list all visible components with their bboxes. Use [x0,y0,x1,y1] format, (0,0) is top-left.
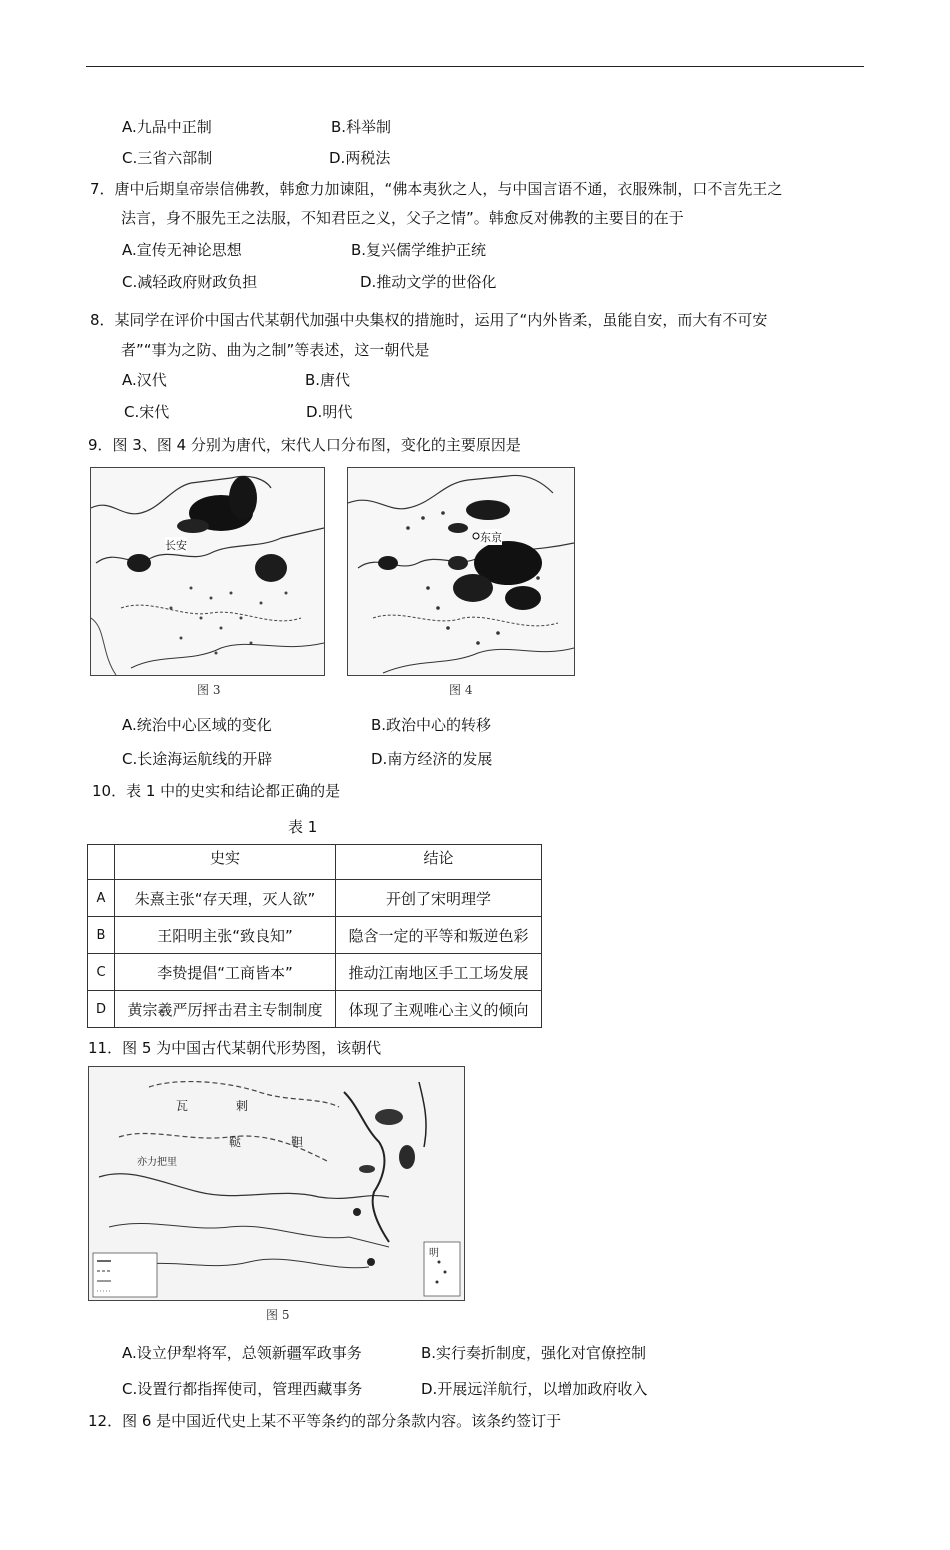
q10-stem: 10．表 1 中的史实和结论都正确的是 [92,782,341,800]
table1-title: 表 1 [288,818,318,836]
map4-city-label: 东京 [480,531,502,544]
table-cell: 王阳明主张“致良知” [115,917,336,954]
q11-option-d[interactable]: D.开展远洋航行，以增加政府收入 [421,1380,648,1398]
q6-option-b[interactable]: B.科举制 [331,118,392,136]
q9-option-c[interactable]: C.长途海运航线的开辟 [122,750,273,768]
map5-label-la: 剌 [236,1099,249,1113]
table-cell: 体现了主观唯心主义的倾向 [336,991,542,1028]
q8-option-b[interactable]: B.唐代 [305,371,351,389]
table-cell: 黄宗羲严厉抨击君主专制制度 [115,991,336,1028]
q6-option-c[interactable]: C.三省六部制 [122,149,213,167]
table-row [88,917,542,954]
map5-label-wa: 瓦 [176,1099,189,1113]
table-cell: 朱熹主张“存天理，灭人欲” [115,880,336,917]
map5-label-yilibali: 亦力把里 [137,1157,177,1168]
map3-city-label: 长安 [165,539,187,552]
q7-stem-line1: 7．唐中后期皇帝崇信佛教，韩愈力加谏阻，“佛本夷狄之人，与中国言语不通，衣服殊制，口不言先王之 [90,180,783,198]
q7-option-a[interactable]: A.宣传无神论思想 [122,241,242,259]
table-cell: 李贽提倡“工商皆本” [115,954,336,991]
table-cell: 推动江南地区手工工场发展 [336,954,542,991]
table-row [88,880,542,917]
map5-label-da: 鞑 [229,1135,242,1149]
q11-option-b[interactable]: B.实行奏折制度，强化对官僚控制 [421,1344,647,1362]
header-rule [86,66,864,67]
table-cell: A [88,880,115,917]
table-cell: 开创了宋明理学 [336,880,542,917]
table-header-cell: 结论 [336,845,542,880]
q6-option-a[interactable]: A.九品中正制 [122,118,212,136]
table-cell: 隐含一定的平等和叛逆色彩 [336,917,542,954]
q7-option-d[interactable]: D.推动文学的世俗化 [360,273,497,291]
q11-stem: 11．图 5 为中国古代某朝代形势图，该朝代 [88,1039,382,1057]
table-cell: B [88,917,115,954]
map5-label-dan: 靼 [291,1135,304,1149]
tang-population-map [90,467,325,676]
q8-option-c[interactable]: C.宋代 [124,403,170,421]
q8-stem-line1: 8．某同学在评价中国古代某朝代加强中央集权的措施时，运用了“内外皆柔，虽能自安，而大有不可安 [90,311,768,329]
table-1 [87,844,542,1028]
map5-label-ming: 明 [429,1248,439,1259]
q6-option-d[interactable]: D.两税法 [329,149,391,167]
q9-option-d[interactable]: D.南方经济的发展 [371,750,493,768]
table-header-cell [88,845,115,880]
q9-stem: 9．图 3、图 4 分别为唐代，宋代人口分布图，变化的主要原因是 [88,436,521,454]
song-population-map [347,467,575,676]
q8-option-d[interactable]: D.明代 [306,403,353,421]
q11-option-c[interactable]: C.设置行都指挥使司，管理西藏事务 [122,1380,363,1398]
table-header-cell: 史实 [115,845,336,880]
q11-option-a[interactable]: A.设立伊犁将军，总领新疆军政事务 [122,1344,362,1362]
q12-stem: 12．图 6 是中国近代史上某不平等条约的部分条款内容。该条约签订于 [88,1412,562,1430]
map5-caption: 图 5 [266,1308,290,1322]
table-cell: D [88,991,115,1028]
q9-option-a[interactable]: A.统治中心区域的变化 [122,716,272,734]
table-cell: C [88,954,115,991]
table-header-row [88,845,542,880]
ming-territory-map [88,1066,465,1301]
table-row [88,954,542,991]
q8-stem-line2: 者”“事为之防、曲为之制”等表述，这一朝代是 [121,341,430,359]
q8-option-a[interactable]: A.汉代 [122,371,167,389]
q7-option-c[interactable]: C.减轻政府财政负担 [122,273,258,291]
q9-option-b[interactable]: B.政治中心的转移 [371,716,492,734]
q7-option-b[interactable]: B.复兴儒学维护正统 [351,241,487,259]
map3-caption: 图 3 [197,683,221,697]
map4-caption: 图 4 [449,683,473,697]
q7-stem-line2: 法言，身不服先王之法服，不知君臣之义，父子之情”。韩愈反对佛教的主要目的在于 [121,209,684,227]
table-row [88,991,542,1028]
